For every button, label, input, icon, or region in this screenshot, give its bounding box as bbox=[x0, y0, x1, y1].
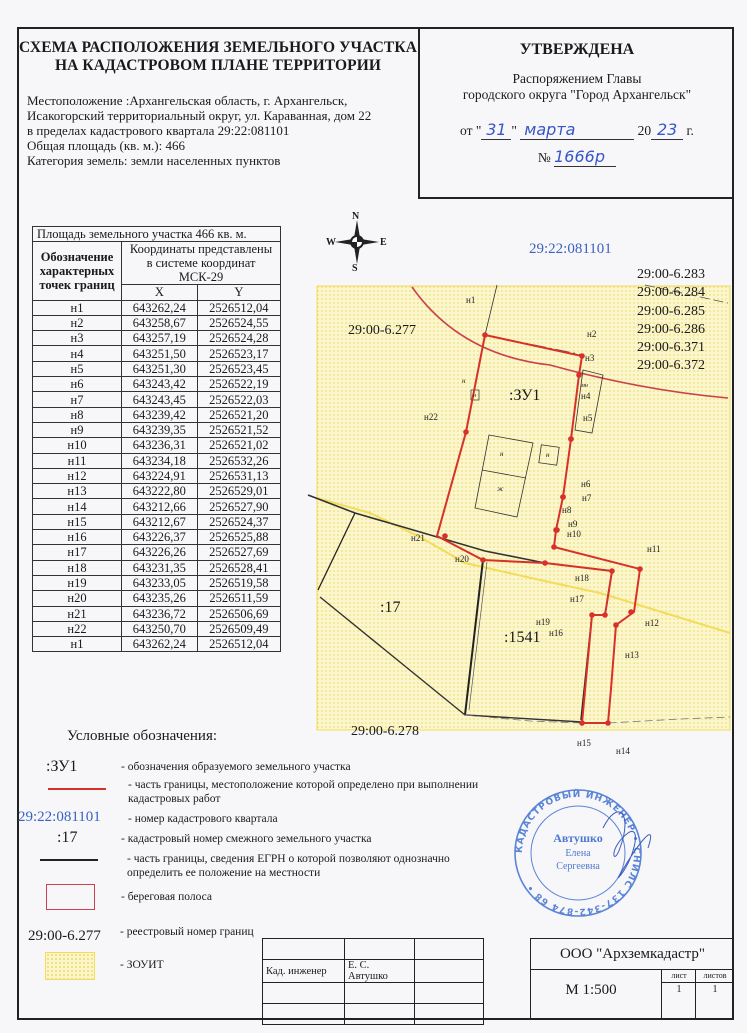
role-cell: Кад. инженер bbox=[263, 960, 345, 983]
date-year-suffix: 23 bbox=[651, 121, 683, 140]
boundary-point-n10 bbox=[551, 544, 557, 550]
cell-y: 2526509,49 bbox=[197, 621, 280, 636]
cell-y: 2526519,58 bbox=[197, 575, 280, 590]
cell-y: 2526527,69 bbox=[197, 545, 280, 560]
boundary-point-n13 bbox=[613, 622, 619, 628]
cell-point: н3 bbox=[33, 331, 122, 346]
table-row bbox=[33, 392, 281, 407]
point-label-n1: н1 bbox=[466, 295, 476, 305]
cell-point: н2 bbox=[33, 315, 122, 330]
legend-symbol-registry: 29:00-6.277 bbox=[28, 928, 101, 944]
point-label-n8: н8 bbox=[562, 505, 572, 515]
cell-point: н8 bbox=[33, 407, 122, 422]
cell-y: 2526506,69 bbox=[197, 606, 280, 621]
authority-line-1: Распоряжением Главы bbox=[512, 71, 642, 86]
approval-date bbox=[420, 121, 734, 140]
point-label-n18: н18 bbox=[575, 573, 589, 583]
approval-authority bbox=[420, 71, 734, 103]
boundary-point-n20 bbox=[480, 557, 486, 563]
location-line-2: Исакогорский территориальный округ, ул. Караванная, дом 22 bbox=[27, 108, 372, 123]
quarter-label: 29:22:081101 bbox=[529, 241, 612, 257]
point-label-n15: н15 bbox=[577, 738, 591, 748]
cell-point: н22 bbox=[33, 621, 122, 636]
cell-y: 2526532,26 bbox=[197, 453, 280, 468]
cell-x: 643258,67 bbox=[122, 315, 198, 330]
legend-black-line-icon bbox=[40, 859, 98, 861]
approval-number bbox=[420, 148, 734, 167]
legend-text-black-boundary: - часть границы, сведения ЕГРН о которой позволяют однозначно определить ее положение на местности bbox=[127, 853, 450, 879]
title-block-right bbox=[530, 938, 734, 1020]
sheet-label: лист bbox=[662, 970, 696, 983]
boundary-point-n5 bbox=[568, 436, 574, 442]
point-label-n16: н16 bbox=[549, 628, 563, 638]
point-label-n22: н22 bbox=[424, 412, 438, 422]
cell-y: 2526531,13 bbox=[197, 468, 280, 483]
legend-text-quarter: - номер кадастрового квартала bbox=[128, 813, 278, 825]
cell-point: н4 bbox=[33, 346, 122, 361]
registry-number-277: 29:00-6.277 bbox=[348, 323, 417, 338]
table-row bbox=[33, 545, 281, 560]
building-label-mn: мн bbox=[581, 383, 588, 389]
table-row bbox=[33, 438, 281, 453]
cell-point: н17 bbox=[33, 545, 122, 560]
legend-symbol-neighbor: :17 bbox=[57, 829, 78, 846]
col-coords-header: Координаты представлены в системе координат МСК-29 bbox=[122, 242, 281, 285]
cell-x: 643233,05 bbox=[122, 575, 198, 590]
boundary-point-n21 bbox=[442, 533, 448, 539]
point-label-n21: н21 bbox=[411, 533, 425, 543]
table-row bbox=[33, 407, 281, 422]
company-name: ООО "Архземкадастр" bbox=[531, 938, 734, 970]
legend-zouit-icon bbox=[45, 952, 95, 980]
cell-x: 643239,42 bbox=[122, 407, 198, 422]
sheet-cell bbox=[661, 970, 696, 1020]
seal-ring-text: КАДАСТРОВЫЙ ИНЖЕНЕР • СНИЛС 137-342-874 68 • bbox=[514, 789, 642, 917]
registry-number: 29:00-6.286 bbox=[637, 321, 706, 337]
registry-number: 29:00-6.285 bbox=[637, 303, 706, 319]
table-row bbox=[33, 468, 281, 483]
seal-name-1: Автушко bbox=[553, 831, 603, 845]
legend-text-neighbor: - кадастровый номер смежного земельного участка bbox=[121, 833, 372, 845]
point-label-n14: н14 bbox=[616, 746, 630, 756]
cell-y: 2526522,19 bbox=[197, 377, 280, 392]
cell-y: 2526528,41 bbox=[197, 560, 280, 575]
col-point-header: Обозначение характерных точек границ bbox=[33, 242, 122, 300]
registry-number: 29:00-6.283 bbox=[637, 267, 706, 282]
cell-y: 2526521,52 bbox=[197, 422, 280, 437]
cell-point: н15 bbox=[33, 514, 122, 529]
order-number: 1666р bbox=[554, 148, 616, 167]
table-row bbox=[33, 361, 281, 376]
legend-text-zouit: - ЗОУИТ bbox=[120, 959, 164, 971]
registry-number: 29:00-6.371 bbox=[637, 340, 706, 356]
cell-x: 643236,31 bbox=[122, 438, 198, 453]
cell-x: 643262,24 bbox=[122, 300, 198, 315]
table-row bbox=[33, 484, 281, 499]
date-prefix: от " bbox=[460, 123, 482, 138]
legend-symbol-zu1: :ЗУ1 bbox=[46, 758, 78, 775]
registry-number: 29:00-6.372 bbox=[637, 358, 706, 374]
cell-x: 643235,26 bbox=[122, 591, 198, 606]
boundary-point-n3 bbox=[576, 372, 582, 378]
legend-red-line-icon bbox=[48, 788, 106, 790]
cell-y: 2526521,20 bbox=[197, 407, 280, 422]
table-row bbox=[33, 377, 281, 392]
cell-x: 643250,70 bbox=[122, 621, 198, 636]
legend-text-coastal: - береговая полоса bbox=[121, 891, 212, 903]
point-label-n9: н9 bbox=[568, 519, 578, 529]
parcel-zu1-label: :ЗУ1 bbox=[509, 387, 541, 404]
legend-text-registry: - реестровый номер границ bbox=[120, 926, 254, 938]
date-month: марта bbox=[520, 121, 634, 140]
date-year-prefix: 20 bbox=[637, 123, 652, 138]
point-label-n20: н20 bbox=[455, 554, 469, 564]
compass-s-label: S bbox=[352, 263, 358, 274]
legend-coastal-strip-icon bbox=[46, 884, 95, 910]
cell-y: 2526524,37 bbox=[197, 514, 280, 529]
cell-x: 643243,45 bbox=[122, 392, 198, 407]
location-line-3: в пределах кадастрового квартала 29:22:081101 bbox=[27, 123, 290, 138]
table-row bbox=[33, 606, 281, 621]
cell-point: н13 bbox=[33, 484, 122, 499]
point-label-n4: н4 bbox=[581, 391, 591, 401]
cell-y: 2526512,04 bbox=[197, 637, 280, 652]
date-quote: " bbox=[511, 123, 517, 138]
boundary-point-n11 bbox=[637, 566, 643, 572]
compass-n-label: N bbox=[352, 211, 360, 222]
legend-symbol-quarter: 29:22:081101 bbox=[18, 809, 101, 825]
cell-y: 2526524,28 bbox=[197, 331, 280, 346]
cell-point: н16 bbox=[33, 530, 122, 545]
cell-point: н6 bbox=[33, 377, 122, 392]
cell-point: н5 bbox=[33, 361, 122, 376]
table-row bbox=[33, 514, 281, 529]
table-row bbox=[33, 591, 281, 606]
cell-point: н1 bbox=[33, 637, 122, 652]
land-category: Категория земель: земли населенных пунктов bbox=[27, 153, 281, 168]
parcel-info bbox=[27, 93, 419, 168]
cell-point: н12 bbox=[33, 468, 122, 483]
table-row bbox=[33, 621, 281, 636]
boundary-point-n17 bbox=[602, 612, 608, 618]
legend-title: Условные обозначения: bbox=[67, 728, 218, 744]
cell-x: 643251,30 bbox=[122, 361, 198, 376]
table-row bbox=[33, 300, 281, 315]
point-label-n19: н19 bbox=[536, 617, 550, 627]
cell-x: 643243,42 bbox=[122, 377, 198, 392]
boundary-point-n7 bbox=[560, 494, 566, 500]
point-label-n17: н17 bbox=[570, 594, 584, 604]
document-title bbox=[17, 39, 419, 75]
title-line-1: СХЕМА РАСПОЛОЖЕНИЯ ЗЕМЕЛЬНОГО УЧАСТКА bbox=[19, 39, 417, 56]
point-label-n3: н3 bbox=[585, 353, 595, 363]
cell-x: 643251,50 bbox=[122, 346, 198, 361]
cell-y: 2526521,02 bbox=[197, 438, 280, 453]
table-row bbox=[33, 499, 281, 514]
engineer-seal bbox=[508, 778, 678, 928]
neighbor-17-label: :17 bbox=[380, 599, 401, 616]
title-line-2: НА КАДАСТРОВОМ ПЛАНЕ ТЕРРИТОРИИ bbox=[54, 57, 382, 74]
cell-x: 643262,24 bbox=[122, 637, 198, 652]
date-year-unit: г. bbox=[686, 123, 694, 138]
cell-point: н1 bbox=[33, 300, 122, 315]
table-row bbox=[33, 575, 281, 590]
cell-x: 643239,35 bbox=[122, 422, 198, 437]
table-row bbox=[33, 637, 281, 652]
legend-text-zu1: - обозначения образуемого земельного участка bbox=[121, 761, 351, 773]
cell-x: 643231,35 bbox=[122, 560, 198, 575]
cell-y: 2526527,90 bbox=[197, 499, 280, 514]
legend-text-red-boundary: - часть границы, местоположение которой определено при выполнении кадастровых работ bbox=[128, 779, 479, 805]
table-row bbox=[33, 560, 281, 575]
compass-w-label: W bbox=[326, 237, 336, 248]
table-row bbox=[33, 315, 281, 330]
registry-number-278: 29:00-6.278 bbox=[351, 724, 420, 739]
cell-x: 643222,80 bbox=[122, 484, 198, 499]
point-label-n5: н5 bbox=[583, 413, 593, 423]
location-line-1: Местоположение :Архангельская область, г. Архангельск, bbox=[27, 93, 348, 108]
approval-box bbox=[418, 27, 734, 199]
cell-point: н18 bbox=[33, 560, 122, 575]
table-row bbox=[33, 453, 281, 468]
cell-point: н21 bbox=[33, 606, 122, 621]
sheets-cell bbox=[695, 970, 734, 1020]
date-day: 31 bbox=[481, 121, 511, 140]
compass-e-label: E bbox=[380, 237, 387, 248]
col-x-header: X bbox=[122, 285, 198, 300]
cell-x: 643226,37 bbox=[122, 530, 198, 545]
cell-point: н9 bbox=[33, 422, 122, 437]
cell-y: 2526524,55 bbox=[197, 315, 280, 330]
sheets-number: 1 bbox=[712, 984, 718, 995]
neighbor-1541-label: :1541 bbox=[504, 629, 541, 646]
cell-point: н20 bbox=[33, 591, 122, 606]
boundary-point-n18 bbox=[609, 568, 615, 574]
boundary-point-n15 bbox=[579, 720, 585, 726]
boundary-point-n14 bbox=[605, 720, 611, 726]
point-label-n6: н6 bbox=[581, 479, 591, 489]
cell-x: 643257,19 bbox=[122, 331, 198, 346]
cell-point: н14 bbox=[33, 499, 122, 514]
compass-rose bbox=[335, 220, 379, 264]
boundary-point-n9 bbox=[553, 527, 559, 533]
cell-point: н10 bbox=[33, 438, 122, 453]
cadastral-map bbox=[300, 205, 734, 756]
cell-x: 643212,66 bbox=[122, 499, 198, 514]
point-label-n10: н10 bbox=[567, 529, 581, 539]
cell-y: 2526529,01 bbox=[197, 484, 280, 499]
total-area: Общая площадь (кв. м.): 466 bbox=[27, 138, 185, 153]
cell-y: 2526523,17 bbox=[197, 346, 280, 361]
small-building-label-1: н bbox=[462, 377, 466, 385]
boundary-point-n19 bbox=[542, 560, 548, 566]
point-label-n11: н11 bbox=[647, 544, 661, 554]
cell-x: 643226,26 bbox=[122, 545, 198, 560]
boundary-point-n1 bbox=[482, 332, 488, 338]
scheme-header bbox=[17, 27, 419, 199]
seal-name-2: Елена bbox=[565, 848, 591, 859]
seal-name-3: Сергеевна bbox=[556, 861, 600, 872]
cell-point: н7 bbox=[33, 392, 122, 407]
cell-x: 643212,67 bbox=[122, 514, 198, 529]
sheets-label: листов bbox=[696, 970, 734, 983]
house-label-zh: ж bbox=[497, 485, 504, 493]
cell-point: н19 bbox=[33, 575, 122, 590]
table-row bbox=[33, 346, 281, 361]
cell-y: 2526522,03 bbox=[197, 392, 280, 407]
cell-point: н11 bbox=[33, 453, 122, 468]
approval-title: УТВЕРЖДЕНА bbox=[519, 41, 635, 58]
coordinates-rows bbox=[33, 300, 281, 652]
coordinates-table bbox=[32, 226, 281, 652]
table-row bbox=[33, 331, 281, 346]
point-label-n7: н7 bbox=[582, 493, 592, 503]
scale-label: М 1:500 bbox=[565, 982, 617, 998]
engineer-cell: Е. С. Автушко bbox=[345, 960, 415, 983]
boundary-point-n2 bbox=[579, 353, 585, 359]
cell-y: 2526523,45 bbox=[197, 361, 280, 376]
cell-y: 2526512,04 bbox=[197, 300, 280, 315]
point-label-n13: н13 bbox=[625, 650, 639, 660]
authority-line-2: городского округа "Город Архангельск" bbox=[462, 87, 692, 102]
boundary-point-n22 bbox=[463, 429, 469, 435]
point-label-n2: н2 bbox=[587, 329, 597, 339]
cell-x: 643236,72 bbox=[122, 606, 198, 621]
table-row bbox=[33, 530, 281, 545]
sheet-number: 1 bbox=[676, 984, 682, 995]
boundary-point-n16 bbox=[589, 612, 595, 618]
boundary-point-n12 bbox=[628, 609, 634, 615]
table-caption: Площадь земельного участка 466 кв. м. bbox=[33, 227, 281, 242]
point-label-n12: н12 bbox=[645, 618, 659, 628]
small-building-label-2: н bbox=[473, 393, 476, 399]
registry-number: 29:00-6.284 bbox=[637, 285, 706, 301]
col-y-header: Y bbox=[197, 285, 280, 300]
title-block-left bbox=[262, 938, 484, 1025]
cell-x: 643224,91 bbox=[122, 468, 198, 483]
registry-numbers-right bbox=[637, 266, 705, 376]
cell-x: 643234,18 bbox=[122, 453, 198, 468]
number-label: № bbox=[537, 150, 551, 165]
table-row bbox=[33, 422, 281, 437]
shed-label: н bbox=[546, 451, 550, 459]
cell-y: 2526511,59 bbox=[197, 591, 280, 606]
cell-y: 2526525,88 bbox=[197, 530, 280, 545]
house-label-n: н bbox=[500, 450, 504, 458]
